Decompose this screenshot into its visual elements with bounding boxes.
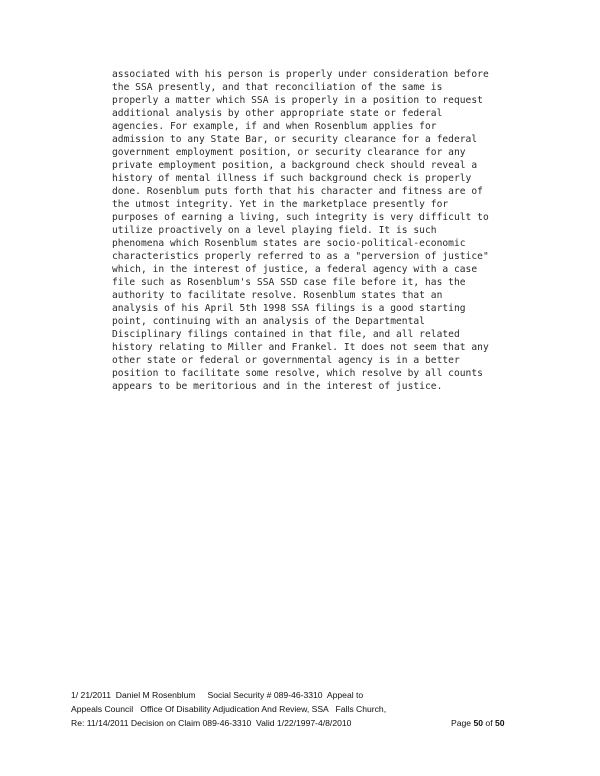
footer-line-3-row [71, 716, 541, 730]
page-current: 50 [473, 718, 484, 728]
footer-line-3: Re: 11/14/2011 Decision on Claim 089-46-3310 Valid 1/22/1997-4/8/2010 [71, 718, 352, 728]
footer-line-2: Appeals Council Office Of Disability Adjudication And Review, SSA Falls Church, [71, 704, 387, 714]
body-paragraph: associated with his person is properly under consideration before the SSA presently, and that reconciliation of the same is properly a matter which SSA is properly in a position to request additional analysis by other appropriate state or federal agencies. For example, if and when Rosenblum applies for admission to any State Bar, or security clearance for a federal government employment position, or security clearance for any private employment position, a background check should reveal a history of mental illness if such background check is properly done. Rosenblum puts forth that his character and fitness are of the utmost integrity. Yet in the marketplace presently for purposes of earning a living, such integrity is very difficult to utilize proactively on a level playing field. It is such phenomena which Rosenblum states are socio-political-economic characteristics properly referred to as a "perversion of justice" which, in the interest of justice, a federal agency with a case file such as Rosenblum's SSA SSD case file before it, has the authority to facilitate resolve. Rosenblum states that an analysis of his April 5th 1998 SSA filings is a good starting point, continuing with an analysis of the Departmental Disciplinary filings contained in that file, and all related history relating to Miller and Frankel. It does not seem that any other state or federal or governmental agency is in a better position to facilitate some resolve, which resolve by all counts appears to be meritorious and in the interest of justice. [112, 69, 489, 392]
page-footer [71, 688, 541, 730]
footer-line-1: 1/ 21/2011 Daniel M Rosenblum Social Security # 089-46-3310 Appeal to [71, 690, 364, 700]
page-number [451, 716, 505, 730]
page-label: Page [451, 718, 474, 728]
page-of-label: of [483, 718, 495, 728]
page-total: 50 [494, 718, 505, 728]
